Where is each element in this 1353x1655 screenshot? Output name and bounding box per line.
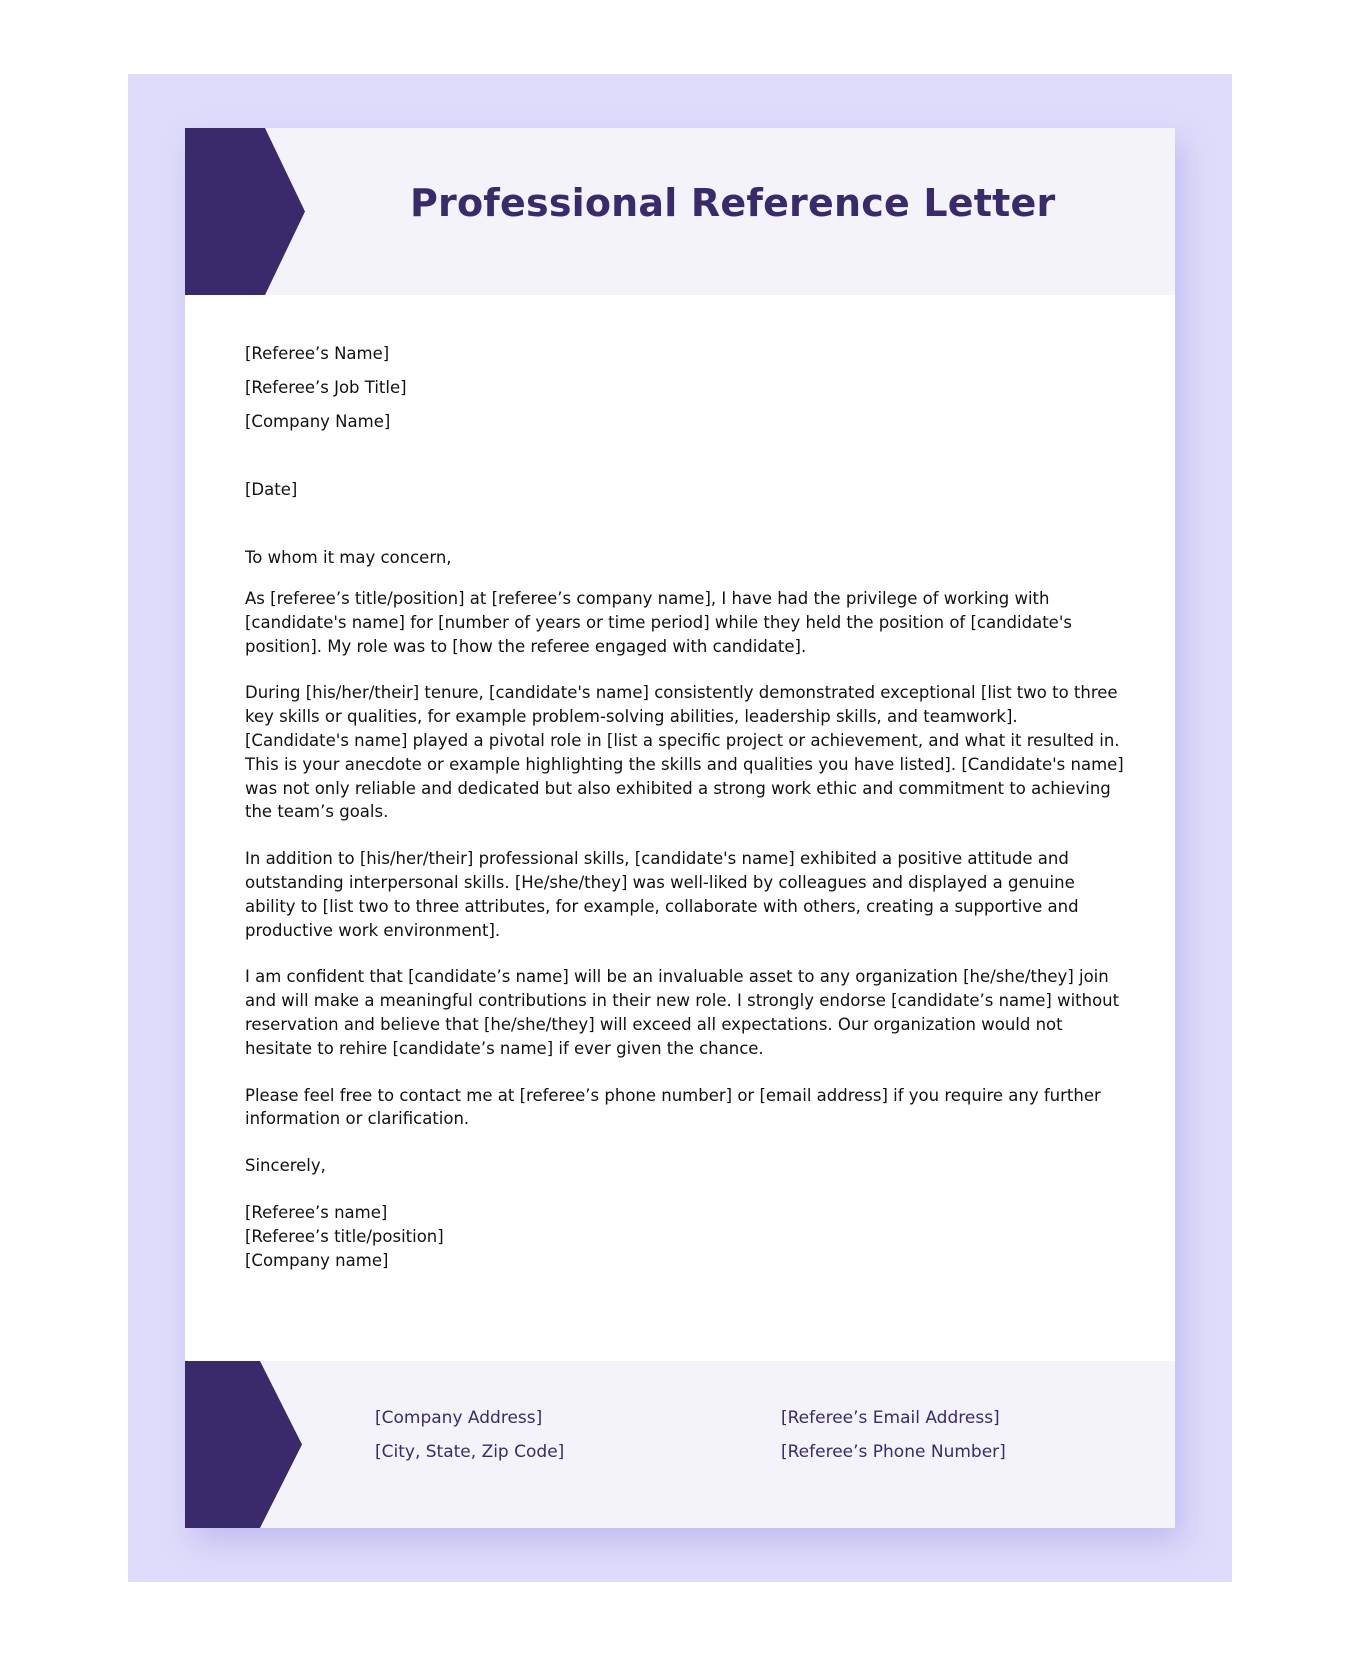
referee-job-title: [Referee’s Job Title] xyxy=(245,378,407,397)
body-paragraph: As [referee’s title/position] at [referee’s company name], I have had the privilege of working with [candidate's name] for [number of years or time period] while they held the position of [candidate's position]. My role was to [how the referee engaged with candidate]. xyxy=(245,589,1072,656)
footer-chevron-decoration xyxy=(185,1361,305,1528)
letter-date: [Date] xyxy=(245,480,298,499)
signature-name: [Referee’s name] xyxy=(245,1202,388,1222)
footer-phone: [Referee’s Phone Number] xyxy=(781,1442,1006,1462)
body-paragraph: In addition to [his/her/their] professional skills, [candidate's name] exhibited a positive attitude and outstanding interpersonal skills. [He/she/they] was well-liked by colleagues and displayed a genuine ability to [list two to three attributes, for example, collaborate with others, creating a supportive and productive work environment]. xyxy=(245,849,1079,940)
footer-contact-block xyxy=(781,1401,1006,1469)
footer-email: [Referee’s Email Address] xyxy=(781,1408,1000,1428)
letter-page xyxy=(185,128,1175,1528)
body-paragraph: During [his/her/their] tenure, [candidate's name] consistently demonstrated exceptional [list two to three key skills or qualities, for example problem-solving abilities, leadership skills, and teamwork]. [Candidate's name] played a pivotal role in [list a specific project or achievement, and what it resulted in. This is your anecdote or example highlighting the skills and qualities you have listed]. [Candidate's name] was not only reliable and dedicated but also exhibited a strong work ethic and commitment to achieving the team’s goals. xyxy=(245,683,1124,822)
header-chevron-decoration xyxy=(185,128,305,295)
footer-address-block xyxy=(375,1401,564,1469)
closing: Sincerely, xyxy=(245,1156,326,1176)
signature-company: [Company name] xyxy=(245,1250,389,1270)
letter-footer xyxy=(185,1361,1175,1528)
body-paragraph: I am confident that [candidate’s name] will be an invaluable asset to any organization [he/she/they] join and will make a meaningful contributions in their new role. I strongly endorse [candidate’s name] without reservation and believe that [he/she/they] will exceed all expectations. Our organization would not hesitate to rehire [candidate’s name] if ever given the chance. xyxy=(245,967,1120,1058)
salutation: To whom it may concern, xyxy=(245,548,452,567)
referee-company: [Company Name] xyxy=(245,412,391,431)
referee-name: [Referee’s Name] xyxy=(245,344,390,363)
footer-city-state-zip: [City, State, Zip Code] xyxy=(375,1442,565,1462)
body-paragraph: Please feel free to contact me at [referee’s phone number] or [email address] if you require any further information or clarification. xyxy=(245,1085,1101,1129)
letter-body xyxy=(245,337,1125,1272)
footer-company-address: [Company Address] xyxy=(375,1408,543,1428)
signature-title: [Referee’s title/position] xyxy=(245,1226,444,1246)
letter-title: Professional Reference Letter xyxy=(410,181,1056,225)
letter-header xyxy=(185,128,1175,295)
